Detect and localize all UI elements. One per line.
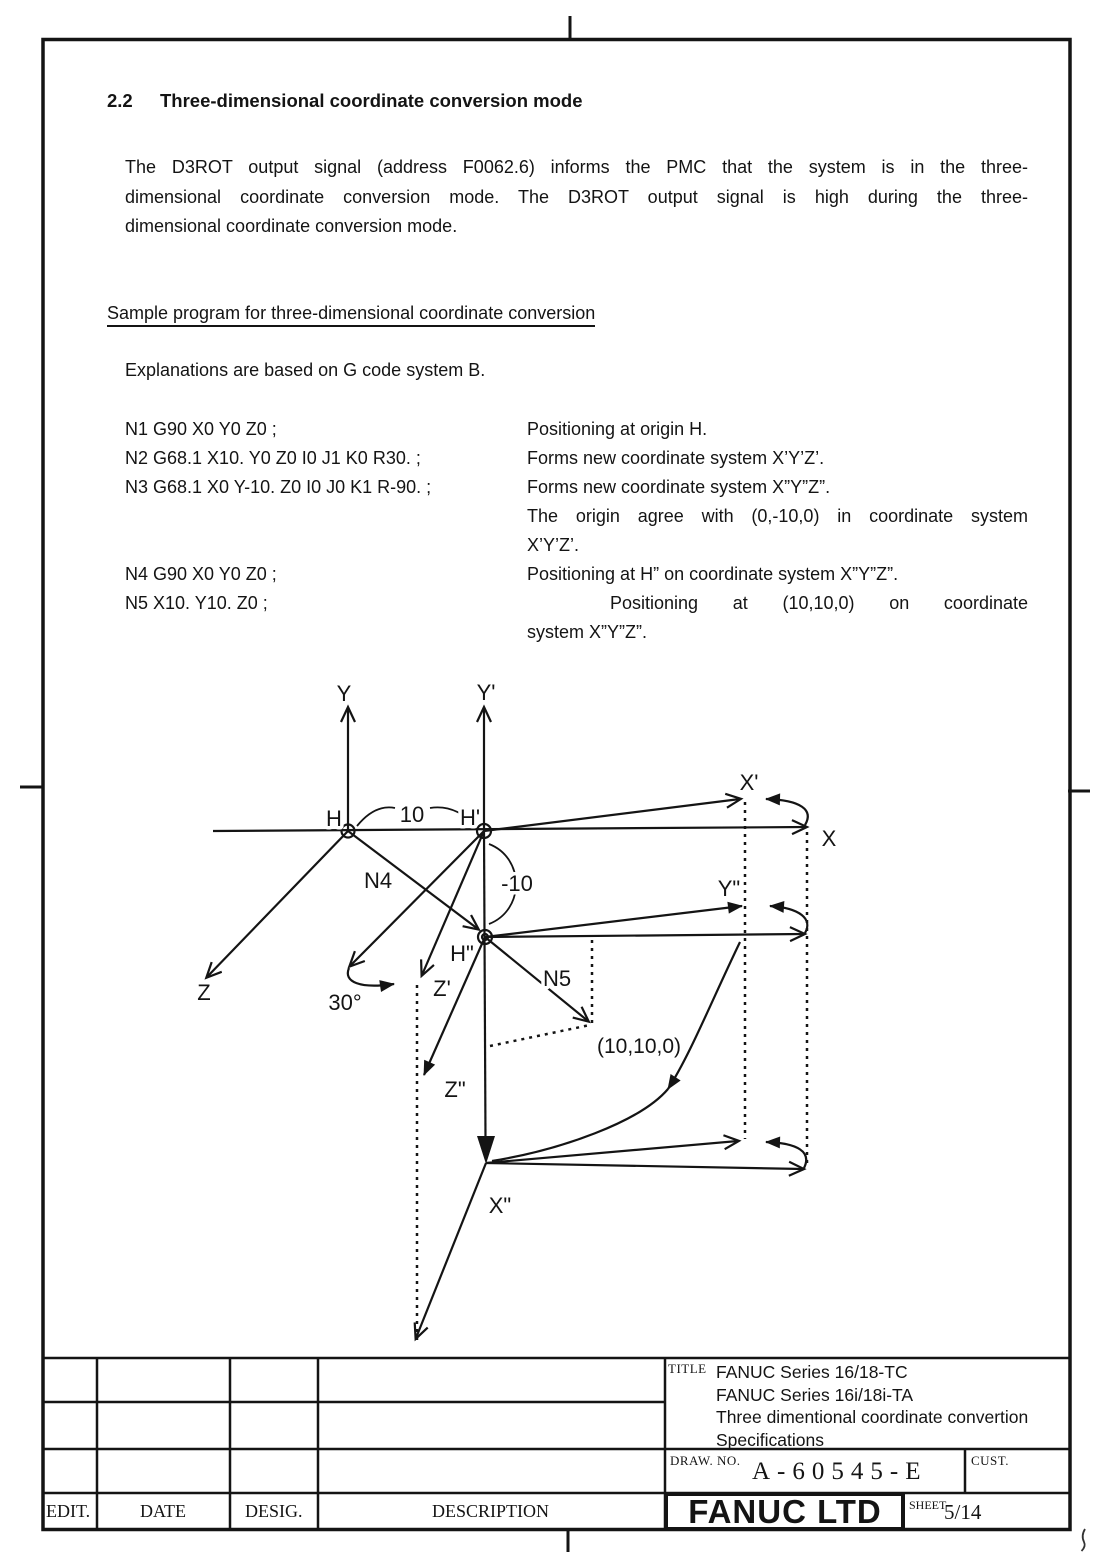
x-prime-axis-label: X' xyxy=(739,770,759,795)
program-comment: Forms new coordinate system X”Y”Z”. xyxy=(527,477,831,497)
program-comment: Forms new coordinate system X’Y’Z’. xyxy=(527,448,825,468)
date-column-label: DATE xyxy=(140,1501,186,1521)
y-prime-axis-label: Y' xyxy=(476,680,496,705)
bottom-rotation-arc xyxy=(766,1142,806,1168)
title-label: TITLE xyxy=(668,1361,707,1376)
section-number: 2.2 xyxy=(107,90,133,111)
x-doubleprime-axis xyxy=(484,831,486,1140)
origin-h-prime-label: H' xyxy=(459,805,481,830)
document-title xyxy=(716,1361,1028,1451)
program-code: N3 G68.1 X0 Y-10. Z0 I0 J0 K1 R-90. ; xyxy=(125,477,432,497)
program-row xyxy=(125,506,1028,535)
n5-block-label: N5 xyxy=(542,966,572,991)
program-row xyxy=(125,448,1028,477)
y-doubleprime-axis xyxy=(485,906,742,937)
bottom-z-parallel-line xyxy=(416,1163,486,1338)
program-code: N2 G68.1 X10. Y0 Z0 I0 J1 K0 R30. ; xyxy=(125,448,421,468)
dim-10-leader-left xyxy=(357,807,395,826)
z-doubleprime-axis-label: Z" xyxy=(444,1077,466,1102)
section-title: Three-dimensional coordinate conversion mode xyxy=(160,90,583,111)
program-comment: The origin agree with (0,-10,0) in coordinate system xyxy=(527,506,1028,526)
program-comment: Positioning at H” on coordinate system X”Y”Z”. xyxy=(527,564,899,584)
description-column-label: DESCRIPTION xyxy=(432,1501,550,1521)
program-comment: Positioning at origin H. xyxy=(527,419,708,439)
x-prime-axis xyxy=(484,799,740,831)
n5-motion-arrow xyxy=(485,937,588,1021)
explanation-note: Explanations are based on G code system B. xyxy=(125,360,486,380)
dimension-neg10-label: -10 xyxy=(501,871,533,896)
program-row xyxy=(125,535,1028,564)
z-prime-axis-label: Z' xyxy=(433,976,451,1001)
bottom-slanted-reference xyxy=(486,1141,738,1163)
x-axis-label: X xyxy=(821,826,837,851)
program-row xyxy=(125,593,1028,622)
drawing-number: A-60545-E xyxy=(752,1458,928,1485)
program-code: N5 X10. Y10. Z0 ; xyxy=(125,593,268,613)
h2-horizontal-reference xyxy=(485,934,804,937)
page-frame xyxy=(20,16,1090,1552)
x-doubleprime-axis-label: X" xyxy=(488,1193,512,1218)
z-axis-label: Z xyxy=(197,980,211,1005)
program-comment: system X”Y”Z”. xyxy=(527,622,647,642)
target-point-label: (10,10,0) xyxy=(596,1035,682,1058)
title-line: Three dimentional coordinate convertion xyxy=(716,1407,1029,1427)
y-axis-label: Y xyxy=(336,681,352,706)
sheet-label: SHEET xyxy=(909,1498,947,1512)
company-logo: FANUC LTD xyxy=(688,1492,882,1531)
bottom-horizontal-reference xyxy=(486,1163,803,1169)
program-code: N4 G90 X0 Y0 Z0 ; xyxy=(125,564,277,584)
dashed-projection-lines xyxy=(417,802,807,1344)
z-axis xyxy=(207,831,348,977)
edit-column-label: EDIT. xyxy=(46,1501,91,1521)
paragraph-line: dimensional coordinate conversion mode. xyxy=(125,216,458,236)
y-doubleprime-axis-label: Y" xyxy=(717,876,741,901)
x-doubleprime-arrowhead xyxy=(477,1136,495,1164)
paragraph-line: The D3ROT output signal (address F0062.6) informs the PMC that the system is in the three- xyxy=(125,157,1028,177)
intro-paragraph xyxy=(125,153,1028,242)
stray-pen-mark xyxy=(1082,1529,1086,1551)
title-line: Specifications xyxy=(716,1429,824,1450)
desig-column-label: DESIG. xyxy=(245,1501,303,1521)
program-row xyxy=(125,622,1028,651)
draw-no-label: DRAW. NO. xyxy=(670,1453,741,1468)
section-heading xyxy=(107,90,583,112)
origin-h-label: H xyxy=(326,806,342,831)
title-line: FANUC Series 16/18-TC xyxy=(716,1362,908,1382)
dimension-10-label: 10 xyxy=(399,802,425,827)
diagram-labels xyxy=(197,680,836,1218)
n4-block-label: N4 xyxy=(363,868,393,893)
thirty-degree-arc xyxy=(348,968,394,986)
program-code: N1 G90 X0 Y0 Z0 ; xyxy=(125,419,277,439)
origin-h-doubleprime-label: H" xyxy=(450,941,474,966)
sheet-number: 5/14 xyxy=(944,1500,982,1524)
sample-program-heading: Sample program for three-dimensional coordinate conversion xyxy=(107,303,595,327)
program-comment: X’Y’Z’. xyxy=(527,535,580,555)
program-listing xyxy=(125,419,1028,651)
program-row xyxy=(125,477,1028,506)
title-line: FANUC Series 16i/18i-TA xyxy=(716,1384,914,1405)
cust-label: CUST. xyxy=(971,1453,1010,1468)
program-row xyxy=(125,564,1028,593)
paragraph-line: dimensional coordinate conversion mode. The D3ROT output signal is high during the three- xyxy=(125,186,1028,207)
program-comment: Positioning at (10,10,0) on coordinate xyxy=(610,593,1028,613)
angle-30deg-label: 30° xyxy=(328,990,362,1015)
y-doubleprime-rotation-arc xyxy=(770,906,807,933)
coordinate-diagram xyxy=(207,708,808,1344)
program-row xyxy=(125,419,1028,448)
x-to-xprime-rotation-arc xyxy=(766,799,808,825)
big-sweep-arc-upper xyxy=(668,942,740,1089)
